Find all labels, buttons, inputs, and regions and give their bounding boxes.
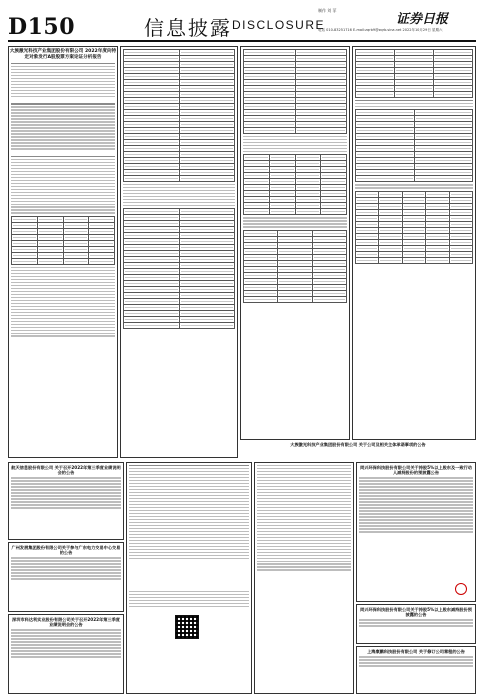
notice-title: 上海康鹏科技股份有限公司 关于修订公司章程的公告 — [367, 649, 465, 654]
header-rule — [8, 40, 476, 42]
center-notice — [240, 440, 476, 460]
data-table — [123, 49, 235, 182]
data-table — [355, 49, 473, 98]
notice-box — [254, 462, 354, 694]
data-table — [355, 191, 473, 264]
article-col-3 — [240, 46, 350, 440]
notice-title: 同兴环保科技股份有限公司关于持股5%以上股东及一致行动人减持股份的预披露公告 — [360, 465, 472, 476]
notice-title: 大族激光科技产业集团股份有限公司 关于公司及相关主体承诺事项的公告 — [290, 442, 426, 447]
notice-title: 广州发展集团股份有限公司关于参与广东电力交易中心交易的公告 — [11, 545, 121, 556]
notice-box — [356, 462, 476, 602]
data-table — [243, 230, 347, 303]
contact-line: 电话 010-83251716 E-mail:zqrb9@zqrb.sina.net 2022年10月29日 星期六 — [318, 28, 443, 32]
notice-title: 航天信息股份有限公司 关于召开2022年第三季度业绩说明会的公告 — [11, 465, 121, 476]
data-table — [243, 154, 347, 215]
seal-icon — [455, 583, 467, 595]
article-col-4 — [352, 46, 476, 440]
article-col-2 — [120, 46, 238, 458]
data-table — [11, 216, 115, 265]
notice-title: 深圳市科达利实业股份有限公司关于召开2022年第三季度业绩说明会的公告 — [12, 617, 120, 628]
notice-title: 同兴环保科技股份有限公司关于持股5%以上股东减持股份预披露的公告 — [360, 607, 472, 618]
page-number: D150 — [8, 14, 76, 40]
article-main-left — [8, 46, 118, 458]
editor-credit: 制作 刘 菲 — [318, 8, 337, 13]
notice-box — [356, 646, 476, 694]
notice-box — [8, 614, 124, 694]
notice-box — [8, 462, 124, 540]
data-table — [123, 208, 235, 329]
paper-logo: 证券日报 — [396, 12, 449, 27]
page-header — [0, 0, 484, 42]
data-table — [243, 49, 347, 134]
notice-box — [356, 604, 476, 644]
data-table — [355, 109, 473, 182]
qr-code-icon — [175, 615, 199, 639]
article-title: 大族激光科技产业集团股份有限公司 2022年度向特定对象发行A股股票方案论证分析报告 — [9, 49, 117, 60]
article-body — [11, 63, 115, 214]
section-title-en: DISCLOSURE — [232, 18, 326, 32]
notice-box — [8, 542, 124, 612]
notice-box — [126, 462, 252, 694]
section-title-cn: 信息披露 — [144, 16, 232, 40]
